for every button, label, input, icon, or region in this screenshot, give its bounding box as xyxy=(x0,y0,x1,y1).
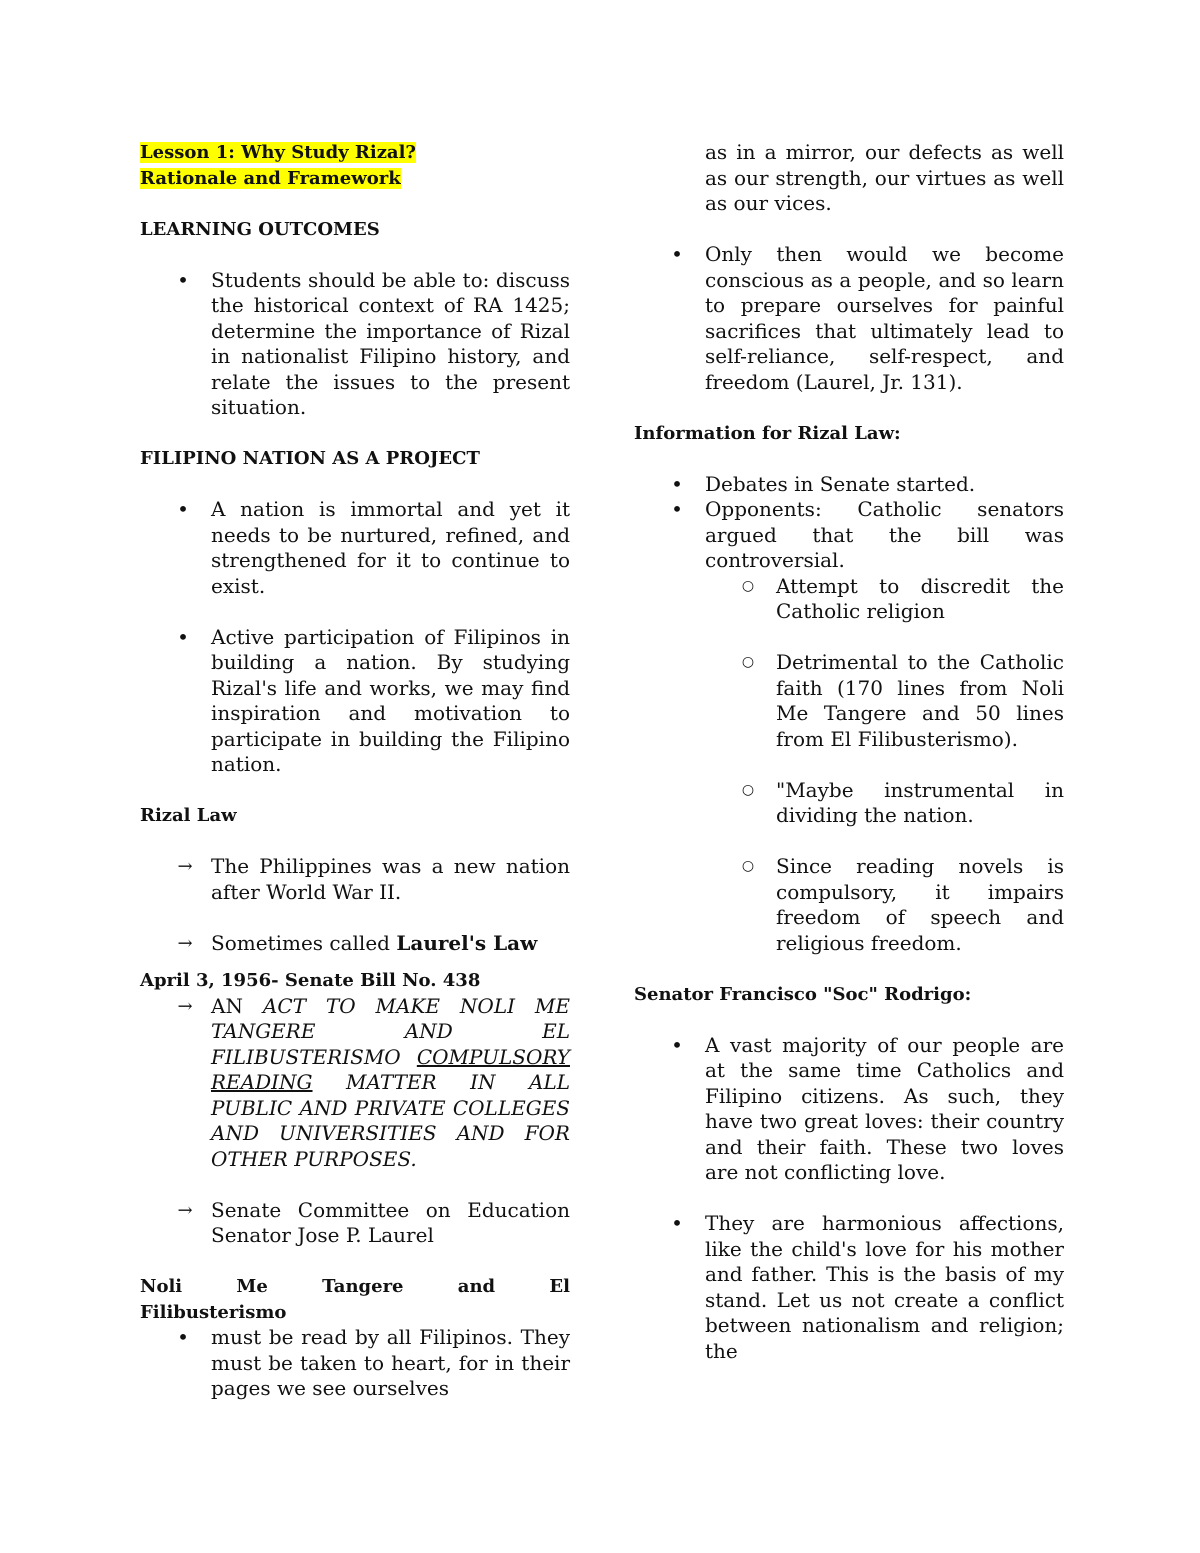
nation-project-heading: FILIPINO NATION AS A PROJECT xyxy=(140,448,480,469)
laurels-law-text: Laurel's Law xyxy=(396,930,538,955)
sub-list-item-text: Since reading novels is compulsory, it impairs freedom of speech and religious freedom. xyxy=(776,854,1064,955)
rizal-law-heading: Rizal Law xyxy=(140,805,237,826)
arrow-right-icon: → xyxy=(177,856,193,877)
list-item-text: Only then would we become conscious as a people, and so learn to prepare ourselves for painful sacrifices that ultimately lead to self-reliance, self-respect, and freedom (Laurel, Jr. 131). xyxy=(705,242,1064,394)
lesson-title-line2: Rationale and Framework xyxy=(140,167,401,189)
list-item xyxy=(140,268,570,421)
rodrigo-heading: Senator Francisco "Soc" Rodrigo: xyxy=(634,983,972,1005)
bullet-icon: • xyxy=(177,267,189,292)
act-title-text-2: MATTER IN ALL PUBLIC AND PRIVATE COLLEGES AND UNIVERSITIES AND FOR OTHER PURPOSES. xyxy=(211,1070,570,1171)
list-item-text: Students should be able to: discuss the historical context of RA 1425; determine the importance of Rizal in nationalist Filipino history, and relate the issues to the present situation. xyxy=(211,267,570,419)
list-item xyxy=(140,1198,570,1249)
bullet-icon: • xyxy=(671,1211,683,1235)
list-item-text: They are harmonious affections, like the child's love for his mother and father. This is the basis of my stand. Let us not create a conflict between nationalism and religion; the xyxy=(705,1211,1064,1363)
list-item-text: The Philippines was a new nation after World War II. xyxy=(211,854,570,904)
list-item xyxy=(634,1033,1064,1186)
list-item-text: A vast majority of our people are at the same time Catholics and Filipino citizens. As such, they have two great loves: their country and their faith. These two loves are not conflicting love. xyxy=(705,1032,1064,1184)
sub-list-item xyxy=(634,778,1064,829)
circle-bullet-icon: ○ xyxy=(741,577,755,594)
list-item xyxy=(634,140,1064,217)
arrow-right-icon: → xyxy=(177,995,193,1017)
arrow-right-icon: → xyxy=(177,1199,193,1221)
lesson-title xyxy=(140,140,570,191)
list-item xyxy=(140,625,570,778)
list-item xyxy=(140,497,570,599)
list-item-text: must be read by all Filipinos. They must be taken to heart, for in their pages we see ourselves xyxy=(211,1325,570,1400)
arrow-right-icon: → xyxy=(177,932,193,954)
sub-list-item xyxy=(634,854,1064,956)
list-item-text: Debates in Senate started. xyxy=(705,471,976,496)
bullet-icon: • xyxy=(671,1032,683,1057)
list-item-text: A nation is immortal and yet it needs to be nurtured, refined, and strengthened for it to continue to exist. xyxy=(211,497,570,598)
circle-bullet-icon: ○ xyxy=(741,781,755,798)
noli-heading xyxy=(140,1274,570,1325)
bullet-icon: • xyxy=(177,624,189,649)
act-title-text: ACT TO MAKE NOLI ME TANGERE AND EL FILIBUSTERISMO xyxy=(211,993,570,1069)
senate-bill-heading: April 3, 1956- Senate Bill No. 438 xyxy=(140,970,481,991)
list-item xyxy=(634,497,1064,574)
sub-list-item-text: Attempt to discredit the Catholic religion xyxy=(776,573,1064,623)
list-item xyxy=(634,472,1064,498)
sub-list-item xyxy=(634,650,1064,752)
bullet-icon: • xyxy=(177,497,189,521)
noli-heading-line1: Noli Me Tangere and El xyxy=(140,1276,570,1297)
act-compulsory-text: COMPULSORY READING xyxy=(211,1044,570,1094)
list-item xyxy=(140,931,570,957)
bullet-icon: • xyxy=(671,242,683,266)
bullet-icon: • xyxy=(671,497,683,521)
circle-bullet-icon: ○ xyxy=(741,654,755,670)
list-item-text: Sometimes called xyxy=(211,930,397,955)
info-rizal-law-heading: Information for Rizal Law: xyxy=(634,422,901,444)
list-item-text: as in a mirror, our defects as well as our strength, our virtues as well as our vices. xyxy=(705,140,1064,215)
left-column xyxy=(140,140,570,1402)
sub-list-item-text: "Maybe instrumental in dividing the nation. xyxy=(776,777,1064,827)
list-item xyxy=(634,1211,1064,1364)
lesson-title-line1: Lesson 1: Why Study Rizal? xyxy=(140,142,416,163)
act-prefix: AN xyxy=(211,993,263,1018)
list-item xyxy=(140,994,570,1173)
sub-list-item-text: Detrimental to the Catholic faith (170 lines from Noli Me Tangere and 50 lines from El Filibusterismo). xyxy=(776,650,1064,751)
noli-heading-line2: Filibusterismo xyxy=(140,1301,287,1323)
list-item-text: Active participation of Filipinos in building a nation. By studying Rizal's life and works, we may find inspiration and motivation to participate in building the Filipino nation. xyxy=(211,624,570,776)
list-item-text: Opponents: Catholic senators argued that the bill was controversial. xyxy=(705,497,1064,572)
sub-list-item xyxy=(634,574,1064,625)
learning-outcomes-heading: LEARNING OUTCOMES xyxy=(140,218,380,240)
bullet-icon: • xyxy=(177,1325,189,1349)
list-item-text: Senate Committee on Education Senator Jose P. Laurel xyxy=(211,1197,570,1247)
list-item xyxy=(140,1325,570,1402)
right-column xyxy=(634,140,1064,1364)
circle-bullet-icon: ○ xyxy=(741,858,755,874)
list-item xyxy=(634,242,1064,395)
list-item xyxy=(140,854,570,905)
bullet-icon: • xyxy=(671,471,683,496)
